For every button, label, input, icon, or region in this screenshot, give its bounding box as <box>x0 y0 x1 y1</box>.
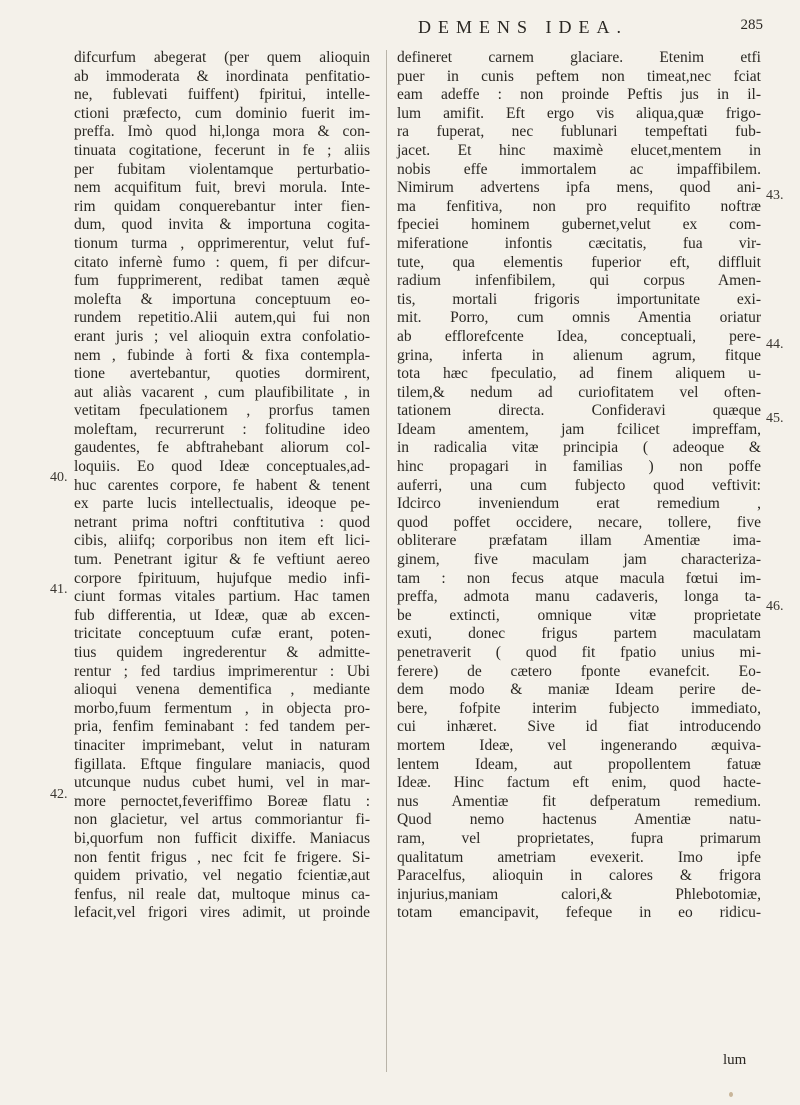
text-line: Idcirco inveniendum erat remedium , <box>397 495 761 513</box>
margin-number-45: 45. <box>766 411 784 426</box>
text-line: per fubitam violentamque perturbatio- <box>74 160 370 178</box>
text-line: mortem Ideæ, vel ingenerando æquiva- <box>397 736 761 754</box>
margin-number-42: 42. <box>50 787 68 802</box>
text-line: mit. Porro, cum omnis Amentia oriatur <box>397 309 761 327</box>
text-line: ex parte lucis intellectualis, ideoque pe- <box>74 495 370 513</box>
text-line: cui inhæret. Sive id fiat introducendo <box>397 718 761 736</box>
text-line: hinc propagari in familias ) non poffe <box>397 458 761 476</box>
text-line: gaudentes, fe abftrahebant aliorum col- <box>74 439 370 457</box>
text-line: bi,quorfum non fufficit dixiffe. Maniacus <box>74 829 370 847</box>
text-line: lefacit,vel frigori vires adimit, ut proinde <box>74 904 370 922</box>
text-line: tota hæc fpeculatio, ad finem aliquem u- <box>397 365 761 383</box>
text-line: non glacietur, vel artus commoriantur fi- <box>74 811 370 829</box>
text-line: tilem,& nedum ad curiofitatem vel often- <box>397 383 761 401</box>
text-line: figillata. Eftque fingulare maniacis, quod <box>74 755 370 773</box>
text-line: Nimirum advertens ipfa mens, quod ani- <box>397 179 761 197</box>
catchword: lum <box>723 1052 747 1068</box>
text-line: tute, qua elementis fuperior eft, diffluit <box>397 253 761 271</box>
text-line: tius quidem ingrederentur & admitte- <box>74 644 370 661</box>
text-line: Quod nemo hactenus Amentiæ natu- <box>397 811 761 829</box>
text-line: tionum turma , opprimerentur, velut fuf- <box>74 234 370 252</box>
text-line: penetraverit ( quod fit fpatio unius mi- <box>397 644 761 661</box>
text-line: Ideam amentem, jam fcilicet impreffam, <box>397 420 761 438</box>
text-line: defineret carnem glaciare. Etenim etfi <box>397 49 761 66</box>
text-line: tis, mortali frigoris importunitate exi- <box>397 290 761 308</box>
text-line: lum amifit. Eft ergo vis aliqua,quæ frigo- <box>397 104 761 122</box>
text-line: non fentit frigus , nec fcit fe frigere. Si- <box>74 848 370 866</box>
text-line: fpeciei hominem gubernet,velut ex com- <box>397 216 761 234</box>
text-line: cibis, aliifq; corporibus non item eft lici- <box>74 532 370 550</box>
text-line: rim quidam conquerebantur inter fien- <box>74 197 370 215</box>
text-line: be extincti, omnique vitæ proprietate <box>397 606 761 624</box>
text-line: pria, fenfim feminabant : fed tandem per- <box>74 718 370 736</box>
text-line: molefta & importuna conceptuum eo- <box>74 290 370 308</box>
text-line: alioqui venena dementifica , mediante <box>74 681 370 699</box>
text-line: ferere) de cætero fponte evanefcit. Eo- <box>397 662 761 680</box>
text-line: ab immoderata & inordinata penfitatio- <box>74 67 370 85</box>
text-line: miferatione infontis cæcitatis, fua vir- <box>397 234 761 252</box>
text-line: quod poffet occidere, necare, tollere, five <box>397 513 761 531</box>
text-line: vetitam fpeculationem , prorfus tamen <box>74 402 370 420</box>
margin-number-44: 44. <box>766 337 784 352</box>
text-line: dem modo & maniæ Ideam perire de- <box>397 681 761 699</box>
text-line: radium infenfibilem, qui corpus Amen- <box>397 272 761 290</box>
page-header <box>0 12 800 42</box>
text-line: preffa. Imò quod hi,longa mora & con- <box>74 123 370 141</box>
text-line: fub differentia, ut Ideæ, quæ ab excen- <box>74 606 370 624</box>
text-line: ma fenfitiva, non pro requifito noftræ <box>397 197 761 215</box>
margin-number-43: 43. <box>766 188 784 203</box>
text-line: tationem directa. Confideravi quæque <box>397 402 761 420</box>
text-line: exuti, donec frigus partem maculatam <box>397 625 761 643</box>
column-divider <box>386 50 387 1072</box>
text-line: nobis effe immortalem ac impaffibilem. <box>397 160 761 178</box>
text-line: puer in cunis peftem non timeat,nec fciat <box>397 67 761 85</box>
text-line: rundem repetitio.Alii autem,qui fui non <box>74 309 370 327</box>
running-title: DEMENS IDEA. <box>418 17 628 37</box>
text-line: ctioni præfecto, cum dominio fuerit im- <box>74 104 370 122</box>
right-text-column <box>397 49 761 923</box>
text-line: fenfus, nil reale dat, multoque minus ca- <box>74 885 370 903</box>
left-text-column <box>74 49 370 923</box>
text-line: quidem privatio, vel negatio fcientiæ,aut <box>74 867 370 885</box>
margin-number-41: 41. <box>50 582 68 597</box>
text-line: tum. Penetrant igitur & fe veftiunt aereo <box>74 551 370 569</box>
text-line: erant juris ; vel alioquin extra confolatio- <box>74 327 370 345</box>
text-line: totam emancipavit, fefeque in eo ridicu- <box>397 904 761 922</box>
text-line: qualitatum ametriam evexerit. Imo ipfe <box>397 848 761 866</box>
text-line: injurius,maniam calori,& Phlebotomiæ, <box>397 885 761 903</box>
margin-number-46: 46. <box>766 599 784 614</box>
text-line: ciunt formas vitales partium. Hac tamen <box>74 588 370 606</box>
text-line: fum fupprimerent, redibat tamen æquè <box>74 272 370 290</box>
page-number: 285 <box>740 17 763 33</box>
margin-number-40: 40. <box>50 470 68 485</box>
text-line: corpore fpirituum, hujufque medio infi- <box>74 569 370 587</box>
text-line: bere, fofpite interim fubjecto immediato, <box>397 699 761 717</box>
text-line: huc carentes corpore, fe habent & tenent <box>74 476 370 494</box>
text-line: aut aliàs vacarent , cum plaufibilitate , in <box>74 383 370 401</box>
text-line: ab efflorefcente Idea, conceptuali, pere- <box>397 327 761 345</box>
text-line: tione avertebantur, quoties dormirent, <box>74 365 370 383</box>
text-line: dum, quod invita & importuna cogita- <box>74 216 370 234</box>
text-line: eam adeffe : non proinde Peftis jus in il- <box>397 86 761 104</box>
text-line: morbo,fuum fermentum , in objecta pro- <box>74 699 370 717</box>
text-line: loquiis. Eo quod Ideæ conceptuales,ad- <box>74 458 370 476</box>
text-line: ginem, five maculam jam characteriza- <box>397 551 761 569</box>
text-line: tam : non fecus atque macula fœtui im- <box>397 569 761 587</box>
text-line: nem acquifitum fuit, brevi morula. Inte- <box>74 179 370 197</box>
text-line: ra fuperat, nec fublunari tempeftati fub- <box>397 123 761 141</box>
text-line: jacet. Et hinc maximè elucet,mentem in <box>397 141 761 159</box>
text-line: ne, fublevati fuiffent) fpiritui, intelle- <box>74 86 370 104</box>
text-line: moleftam, recurrerunt : folitudine ideo <box>74 420 370 438</box>
text-line: ram, vel proprietates, fupra primarum <box>397 829 761 847</box>
text-line: citato infernè fumo : quem, fi per difcur- <box>74 253 370 271</box>
text-line: grina, inferta in alienum agrum, fitque <box>397 346 761 364</box>
text-line: obliterare præfatam illam Amentiæ ima- <box>397 532 761 550</box>
text-line: nem , fubinde à forti & fixa contempla- <box>74 346 370 364</box>
text-line: preffa, admota manu cadaveris, longa ta- <box>397 588 761 606</box>
text-line: rentur ; fed tardius imprimerentur : Ubi <box>74 662 370 680</box>
text-line: more pernoctet,feveriffimo Boreæ flatu : <box>74 792 370 810</box>
text-line: tinuata cogitatione, fecerunt in fe ; aliis <box>74 141 370 159</box>
text-line: lentem Ideam, aut propollentem fatuæ <box>397 755 761 773</box>
text-line: Ideæ. Hinc factum eft enim, quod hacte- <box>397 774 761 792</box>
text-line: difcurfum abegerat (per quem alioquin <box>74 49 370 66</box>
text-line: auferri, una cum fubjecto quod veftivit: <box>397 476 761 494</box>
text-line: utcunque nudus cubet humi, vel in mar- <box>74 774 370 792</box>
text-line: tinaciter imprimebant, velut in naturam <box>74 736 370 754</box>
text-line: Paracelfus, alioquin in calores & frigora <box>397 867 761 885</box>
text-line: in radicalia vitæ principia ( adeoque & <box>397 439 761 457</box>
text-line: tricitate conceptuum cufæ erant, poten- <box>74 625 370 643</box>
text-line: netrant prima noftri conftitutiva : quod <box>74 513 370 531</box>
ink-blot <box>729 1092 733 1097</box>
text-line: nus Amentiæ fit defperatum remedium. <box>397 792 761 810</box>
